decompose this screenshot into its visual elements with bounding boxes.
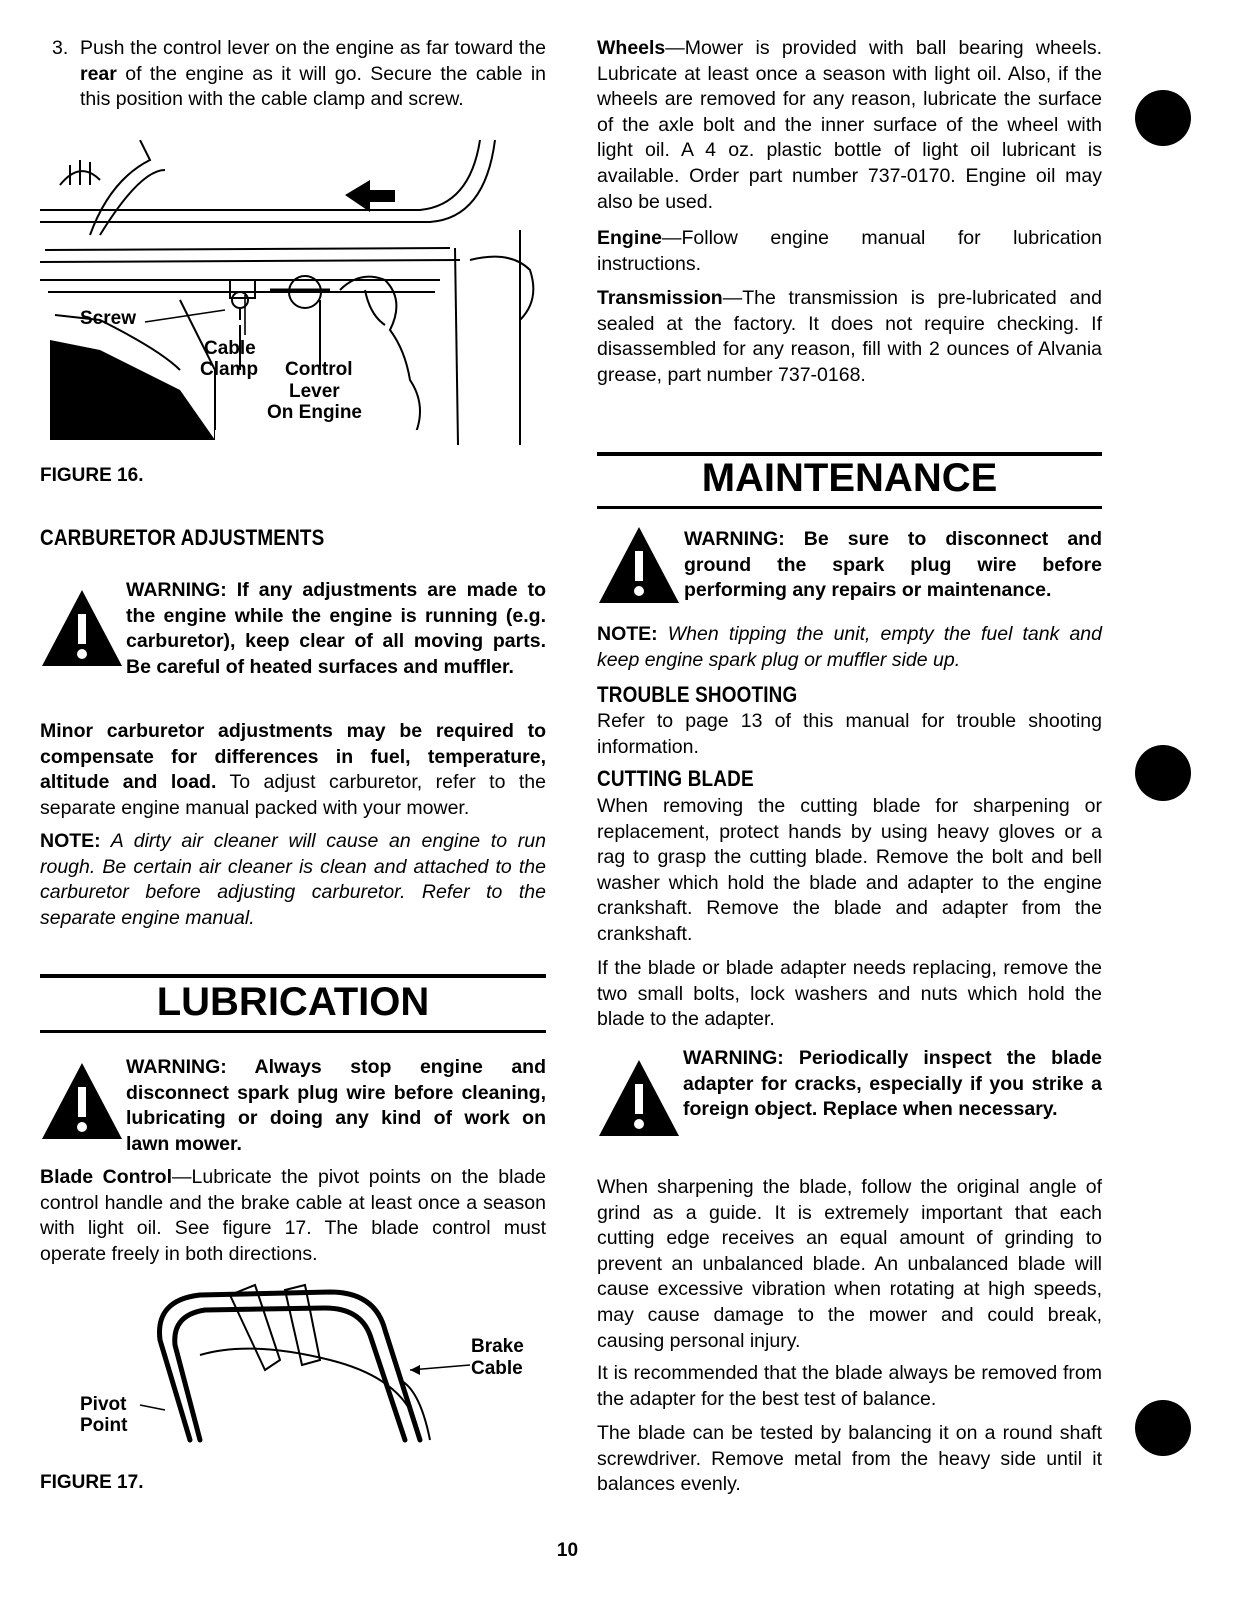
figure-16	[40, 140, 546, 445]
carburetor-warning-text: WARNING: If any adjustments are made to the engine while the engine is running (e.g. carburetor), keep clear of all moving parts. Be careful of heated surfaces and muffler.	[126, 579, 546, 678]
maintenance-note: NOTE: When tipping the unit, empty the fuel tank and keep engine spark plug or muffler side up.	[597, 623, 1102, 671]
binder-hole-dot	[1135, 90, 1191, 146]
step-number: 3.	[52, 37, 69, 59]
wheels-paragraph: Wheels—Mower is provided with ball bearing wheels. Lubricate at least once a season with light oil. Also, if the wheels are removed for any reason, lubricate the surface of the axle bolt and the inner surface of the wheel with light oil. A 4 oz. plastic bottle of light oil lubricant is available. Order part number 737-0170. Engine oil may also be used.	[597, 37, 1102, 213]
screw-label: Screw	[80, 308, 136, 329]
lever-label: Lever	[289, 381, 340, 402]
lubrication-warning	[40, 1055, 546, 1157]
cable-label: Cable	[204, 338, 256, 359]
lubrication-rule-top	[40, 974, 546, 978]
figure-17-caption: FIGURE 17.	[40, 1472, 144, 1493]
blade-warning-text: WARNING: Periodically inspect the blade adapter for cracks, especially if you strike a foreign object. Replace when necessary.	[683, 1047, 1102, 1121]
maintenance-rule-bottom	[597, 506, 1102, 509]
figure-17	[80, 1280, 540, 1450]
trouble-shooting-heading: TROUBLE SHOOTING	[597, 682, 798, 707]
lubrication-warning-text: WARNING: Always stop engine and disconnect spark plug wire before cleaning, lubricating or doing any kind of work on lawn mower.	[126, 1056, 546, 1155]
maintenance-warning	[597, 527, 1102, 605]
step-3-text: Push the control lever on the engine as far toward the rear of the engine as it will go. Secure the cable in this position with the cable clamp and screw.	[80, 37, 546, 111]
point-label: Point	[80, 1415, 128, 1436]
trouble-shooting-text: Refer to page 13 of this manual for trouble shooting information.	[597, 710, 1102, 758]
warning-triangle-icon	[40, 588, 124, 668]
warning-triangle-icon	[40, 1061, 124, 1141]
engine-paragraph: Engine—Follow engine manual for lubrication instructions.	[597, 227, 1102, 275]
on-engine-label: On Engine	[267, 402, 362, 423]
cutting-blade-p5: The blade can be tested by balancing it on a round shaft screwdriver. Remove metal from the heavy side until it balances evenly.	[597, 1422, 1102, 1496]
carburetor-heading: CARBURETOR ADJUSTMENTS	[40, 525, 325, 550]
transmission-paragraph: Transmission—The transmission is pre-lubricated and sealed at the factory. It does not require checking. If disassembled for any reason, fill with 2 ounces of Alvania grease, part number 737-0168.	[597, 287, 1102, 386]
cutting-blade-p4: It is recommended that the blade always be removed from the adapter for the best test of balance.	[597, 1362, 1102, 1410]
blade-control-paragraph: Blade Control—Lubricate the pivot points on the blade control handle and the brake cable at least once a season with light oil. See figure 17. The blade control must operate freely in both directions.	[40, 1166, 546, 1265]
figure-16-caption: FIGURE 16.	[40, 465, 144, 486]
cutting-blade-heading: CUTTING BLADE	[597, 766, 754, 791]
maintenance-heading: MAINTENANCE	[701, 456, 998, 500]
warning-triangle-icon	[597, 525, 681, 605]
brake-cable-label: Cable	[471, 1358, 523, 1379]
step-3	[52, 36, 546, 113]
cutting-blade-p3: When sharpening the blade, follow the original angle of grind as a guide. It is extremely important that each cutting edge receives an equal amount of grinding to prevent an unbalanced blade. An unbalanced blade will cause excessive vibration when rotating at high speeds, may cause damage to the mower and could break, causing personal injury.	[597, 1176, 1102, 1352]
cutting-blade-p1: When removing the cutting blade for sharpening or replacement, protect hands by using heavy gloves or a rag to grasp the cutting blade. Remove the bolt and bell washer which hold the blade and adapter to the engine crankshaft. Remove the blade and adapter from the crankshaft.	[597, 795, 1102, 945]
carburetor-warning	[40, 578, 546, 680]
carburetor-note: NOTE: A dirty air cleaner will cause an engine to run rough. Be certain air cleaner is clean and attached to the carburetor before adjusting carburetor. Refer to the separate engine manual.	[40, 830, 546, 929]
binder-hole-dot	[1135, 1400, 1191, 1456]
binder-hole-dot	[1135, 745, 1191, 801]
cutting-blade-p2: If the blade or blade adapter needs replacing, remove the two small bolts, lock washers and nuts which hold the blade to the adapter.	[597, 957, 1102, 1031]
lubrication-rule-bottom	[40, 1030, 546, 1033]
page-number: 10	[556, 1540, 579, 1561]
control-label: Control	[285, 359, 353, 380]
carburetor-paragraph: Minor carburetor adjustments may be required to compensate for differences in fuel, temperature, altitude and load. To adjust carburetor, refer to the separate engine manual packed with your mower.	[40, 720, 546, 819]
clamp-label: Clamp	[200, 359, 259, 380]
lubrication-heading: LUBRICATION	[156, 980, 430, 1024]
brake-label: Brake	[471, 1336, 524, 1357]
warning-triangle-icon	[597, 1058, 681, 1138]
pivot-label: Pivot	[80, 1394, 127, 1415]
blade-warning	[597, 1046, 1102, 1138]
maintenance-warning-text: WARNING: Be sure to disconnect and ground the spark plug wire before performing any repairs or maintenance.	[684, 528, 1102, 602]
